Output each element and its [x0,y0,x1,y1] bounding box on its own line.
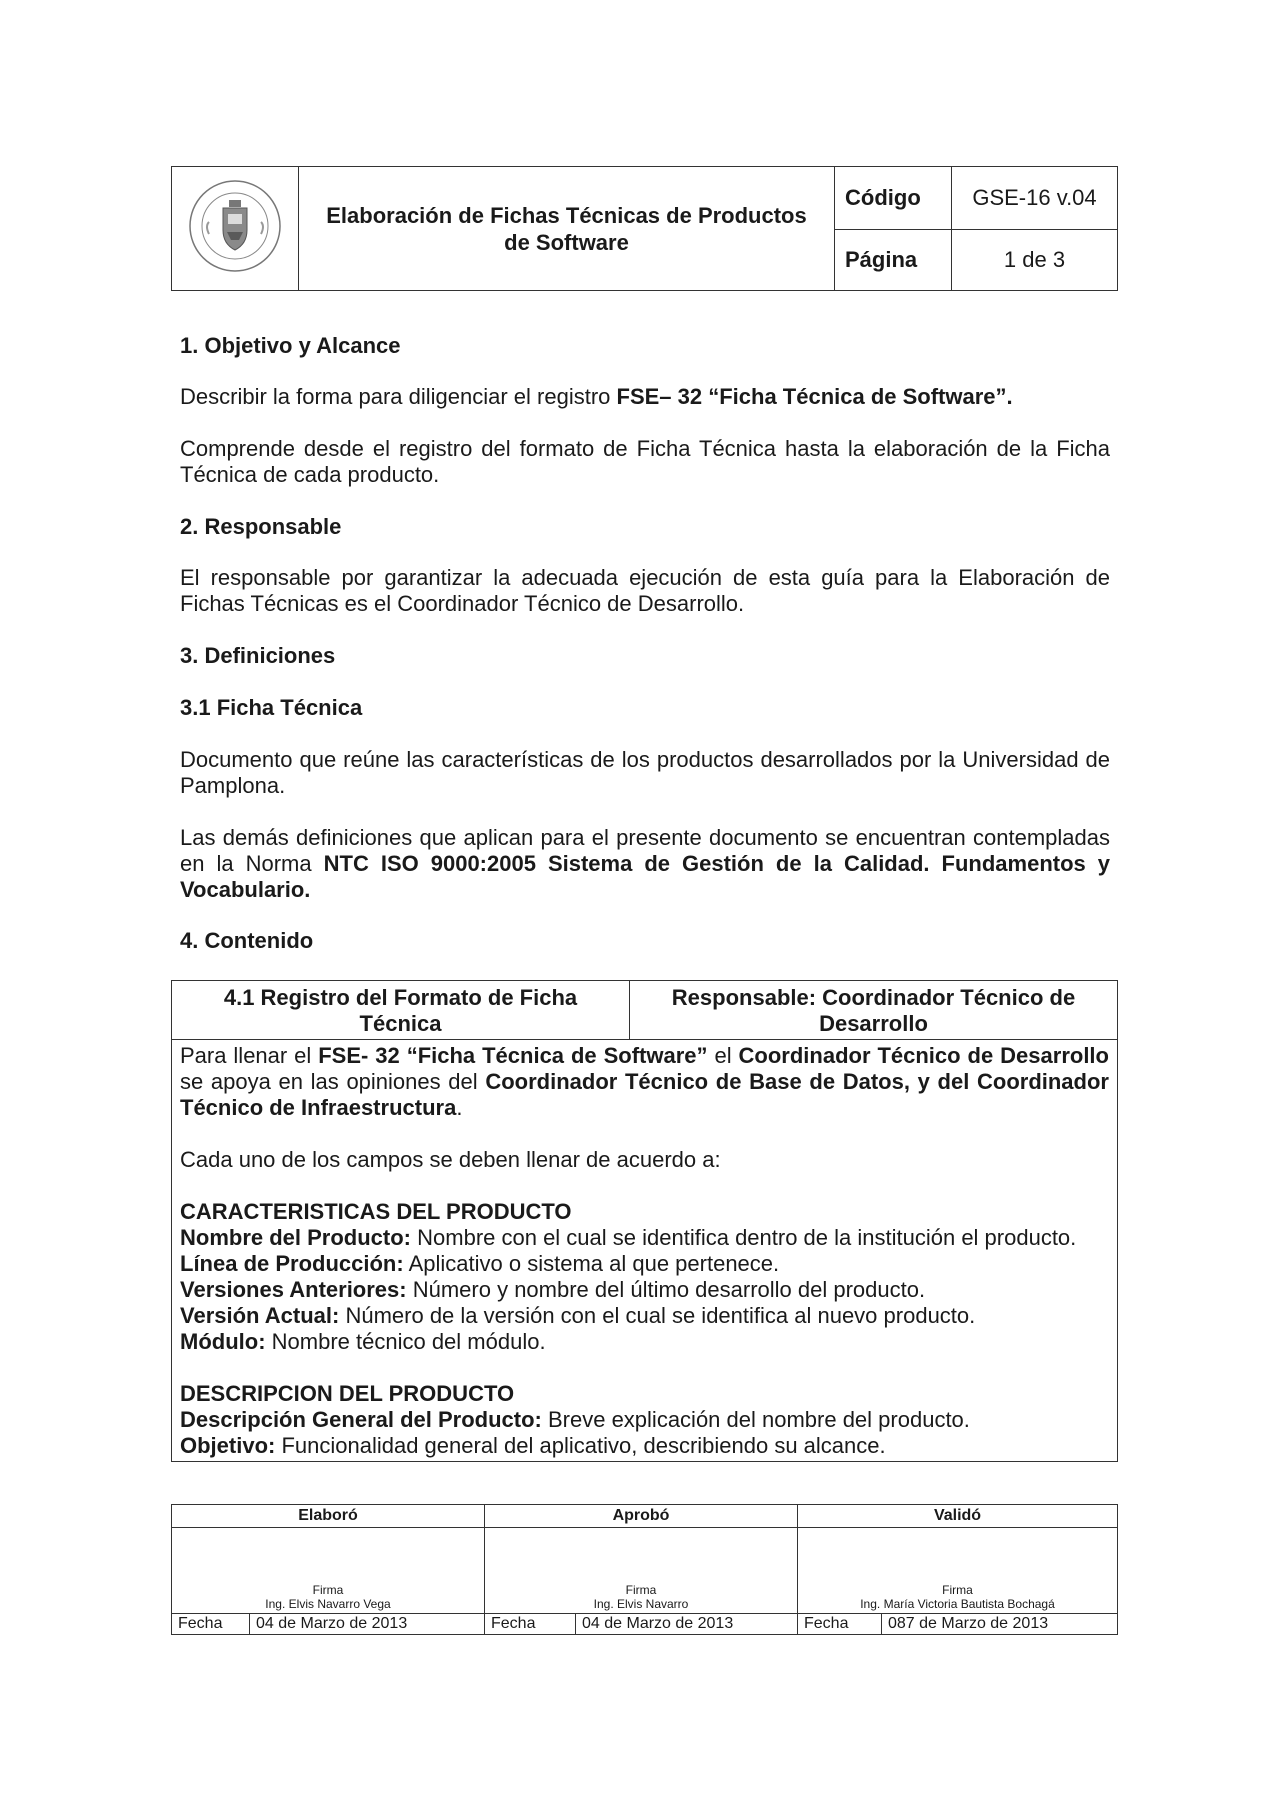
signature-table [171,1504,1118,1635]
fecha-label: Fecha [485,1614,576,1635]
firma-label: Firma [942,1583,973,1597]
fill-note: Cada uno de los campos se deben llenar de acuerdo a: [180,1147,721,1172]
logo-cell [172,167,299,291]
intro-paragraph: Para llenar el FSE- 32 “Ficha Técnica de Software” el Coordinador Técnico de Desarrollo se apoya en las opiniones del Coordinador Técnico de Base de Datos, y del Coordinador Técnico de Infraestructura. [180,1043,1109,1120]
section-3-1-paragraph-2: Las demás definiciones que aplican para el presente documento se encuentran contempladas en la Norma NTC ISO 9000:2005 Sistema de Gestión de la Calidad. Fundamentos y Vocabulario. [180,825,1110,902]
signer-name: Ing. Elvis Navarro Vega [265,1597,391,1611]
signature-box-valido [798,1528,1118,1614]
section-1-title: 1. Objetivo y Alcance [180,333,401,358]
field-versiones-anteriores: Versiones Anteriores: Número y nombre del último desarrollo del producto. [180,1277,926,1302]
page-label: Página [835,230,952,291]
firma-label: Firma [312,1583,344,1597]
section-3-title: 3. Definiciones [180,643,336,668]
firma-label: Firma [625,1583,657,1597]
section-2-paragraph: El responsable por garantizar la adecuada ejecución de esta guía para la Elaboración de Fichas Técnicas es el Coordinador Técnico de Desarrollo. [180,565,1110,616]
content-table-body [172,1040,1118,1462]
signature-header-elaboro: Elaboró [172,1505,485,1528]
code-label: Código [835,167,952,230]
field-linea-produccion: Línea de Producción: Aplicativo o sistema al que pertenece. [180,1251,780,1276]
field-modulo: Módulo: Nombre técnico del módulo. [180,1329,546,1354]
field-descripcion-general: Descripción General del Producto: Breve explicación del nombre del producto. [180,1407,970,1432]
content-table-right-header: Responsable: Coordinador Técnico de Desarrollo [630,981,1118,1040]
section-4-title: 4. Contenido [180,928,314,953]
signer-name: Ing. Elvis Navarro [593,1597,689,1611]
signature-box-elaboro [172,1528,485,1614]
content-table-left-header: 4.1 Registro del Formato de Ficha Técnica [172,981,630,1040]
document-title: Elaboración de Fichas Técnicas de Productos de Software [299,167,835,291]
fecha-label: Fecha [172,1614,250,1635]
section-1-paragraph-1: Describir la forma para diligenciar el registro FSE– 32 “Ficha Técnica de Software”. [180,384,1013,409]
fecha-value-aprobo: 04 de Marzo de 2013 [576,1614,798,1635]
university-seal-icon [187,178,283,274]
signature-box-aprobo [485,1528,798,1614]
description-title: DESCRIPCION DEL PRODUCTO [180,1381,515,1406]
fecha-value-valido: 087 de Marzo de 2013 [882,1614,1118,1635]
signature-header-valido: Validó [798,1505,1118,1528]
section-3-1-paragraph-1: Documento que reúne las características de los productos desarrollados por la Universidad de Pamplona. [180,747,1110,798]
fecha-value-elaboro: 04 de Marzo de 2013 [250,1614,485,1635]
document-header [171,166,1118,291]
characteristics-title: CARACTERISTICAS DEL PRODUCTO [180,1199,572,1224]
section-2-title: 2. Responsable [180,514,342,539]
field-nombre-producto: Nombre del Producto: Nombre con el cual se identifica dentro de la institución el producto. [180,1225,1077,1250]
code-value: GSE-16 v.04 [952,167,1118,230]
signature-header-aprobo: Aprobó [485,1505,798,1528]
section-3-1-title: 3.1 Ficha Técnica [180,695,363,720]
fecha-label: Fecha [798,1614,882,1635]
signer-name: Ing. María Victoria Bautista Bochagá [860,1597,1055,1611]
content-table [171,980,1118,1462]
page-value: 1 de 3 [952,230,1118,291]
field-version-actual: Versión Actual: Número de la versión con el cual se identifica al nuevo producto. [180,1303,976,1328]
field-objetivo: Objetivo: Funcionalidad general del aplicativo, describiendo su alcance. [180,1433,886,1458]
section-1-paragraph-2: Comprende desde el registro del formato de Ficha Técnica hasta la elaboración de la Ficha Técnica de cada producto. [180,436,1110,487]
